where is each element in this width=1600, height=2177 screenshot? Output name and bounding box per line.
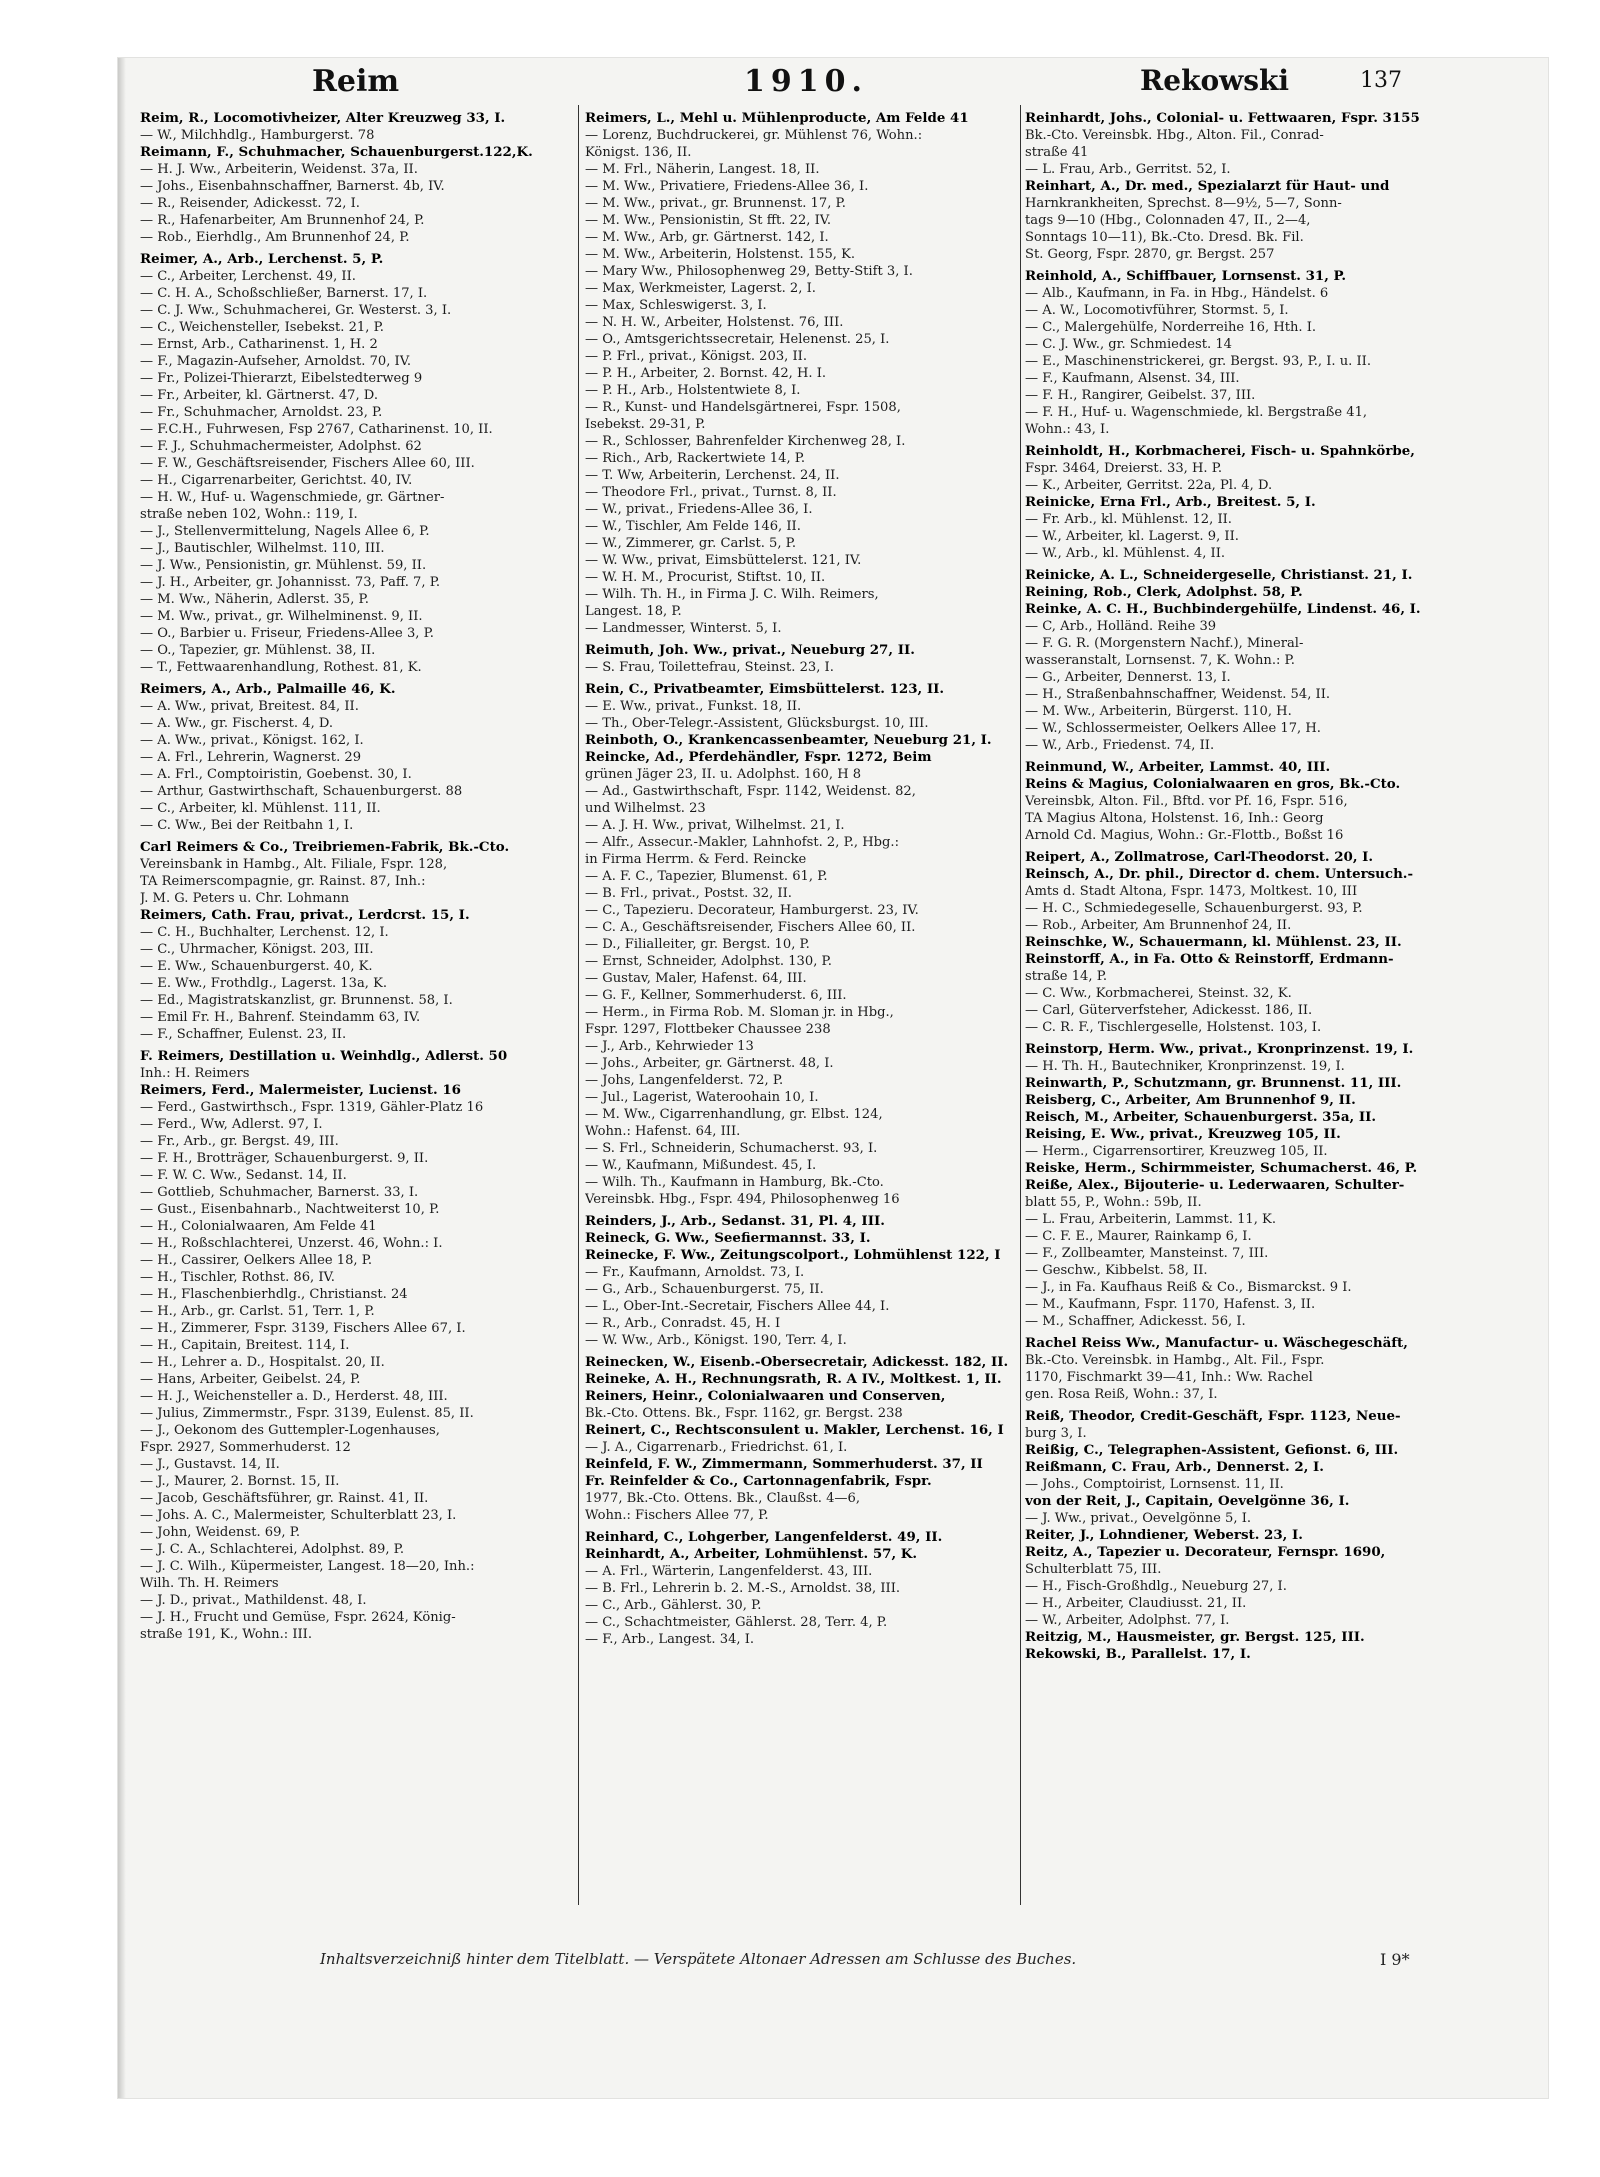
directory-entry: tags 9—10 (Hbg., Colonnaden 47, II., 2—4,	[1025, 213, 1311, 228]
directory-entry: — C., Uhrmacher, Königst. 203, III.	[140, 942, 374, 957]
directory-entry: — Ernst, Schneider, Adolphst. 130, P.	[585, 954, 832, 969]
directory-entry: — R., Kunst- und Handelsgärtnerei, Fspr. 1508,	[585, 400, 901, 415]
directory-entry: — R., Schlosser, Bahrenfelder Kirchenweg 28, I.	[585, 434, 906, 449]
directory-entry: — C., Arb., Gählerst. 30, P.	[585, 1598, 762, 1613]
directory-entry-heading: Reißmann, C. Frau, Arb., Dennerst. 2, I.	[1025, 1459, 1324, 1475]
directory-entry: — Fr., Polizei-Thierarzt, Eibelstedterweg 9	[140, 371, 423, 386]
directory-entry: Fspr. 1297, Flottbeker Chaussee 238	[585, 1022, 831, 1037]
directory-entry: — J., Maurer, 2. Bornst. 15, II.	[140, 1474, 340, 1489]
directory-entry: — Rich., Arb, Rackertwiete 14, P.	[585, 451, 806, 466]
directory-entry: — T., Fettwaarenhandlung, Rothest. 81, K.	[140, 660, 422, 675]
directory-entry: — D., Filialleiter, gr. Bergst. 10, P.	[585, 937, 810, 952]
directory-entry: — O., Amtsgerichtssecretair, Helenenst. 25, I.	[585, 332, 890, 347]
directory-entry: — R., Reisender, Adickesst. 72, I.	[140, 196, 360, 211]
directory-entry: — C., Arbeiter, Lerchenst. 49, II.	[140, 269, 356, 284]
directory-entry: — B. Frl., Lehrerin b. 2. M.-S., Arnoldst. 38, III.	[585, 1581, 901, 1596]
directory-entry: straße 41	[1025, 145, 1089, 160]
directory-entry-heading: Reimann, F., Schuhmacher, Schauenburgerst.122,K.	[140, 144, 533, 160]
directory-entry: — Johs. A. C., Malermeister, Schulterblatt 23, I.	[140, 1508, 457, 1523]
directory-entry: — H., Zimmerer, Fspr. 3139, Fischers Allee 67, I.	[140, 1321, 466, 1336]
directory-entry: — Johs, Langenfelderst. 72, P.	[585, 1073, 784, 1088]
directory-entry: — M. Frl., Näherin, Langest. 18, II.	[585, 162, 820, 177]
directory-entry: — W., Zimmerer, gr. Carlst. 5, P.	[585, 536, 797, 551]
directory-entry: — W., Tischler, Am Felde 146, II.	[585, 519, 801, 534]
directory-entry: blatt 55, P., Wohn.: 59b, II.	[1025, 1195, 1202, 1210]
directory-entry-heading: Reinecke, F. Ww., Zeitungscolport., Lohmühlenst 122, I	[585, 1247, 1001, 1263]
directory-entry: — W. H. M., Procurist, Stiftst. 10, II.	[585, 570, 826, 585]
directory-entry: — Max, Werkmeister, Lagerst. 2, I.	[585, 281, 816, 296]
directory-entry: — Fr., Arbeiter, kl. Gärtnerst. 47, D.	[140, 388, 378, 403]
directory-entry-heading: Reim, R., Locomotivheizer, Alter Kreuzweg 33, I.	[140, 110, 506, 126]
directory-entry: — M. Ww., Privatiere, Friedens-Allee 36, I.	[585, 179, 869, 194]
page-number: 137	[1360, 68, 1402, 93]
directory-entry: — Th., Ober-Telegr.-Assistent, Glücksburgst. 10, III.	[585, 716, 929, 731]
directory-entry-heading: Reiske, Herm., Schirmmeister, Schumacherst. 46, P.	[1025, 1160, 1418, 1176]
directory-entry: — W., Schlossermeister, Oelkers Allee 17, H.	[1025, 721, 1321, 736]
directory-entry-heading: Reinhard, C., Lohgerber, Langenfelderst. 49, II.	[585, 1529, 943, 1545]
directory-entry: — Theodore Frl., privat., Turnst. 8, II.	[585, 485, 837, 500]
directory-entry: — Johs., Comptoirist, Lornsenst. 11, II.	[1025, 1477, 1284, 1492]
directory-entry: — K., Arbeiter, Gerritst. 22a, Pl. 4, D.	[1025, 478, 1273, 493]
directory-entry: — Rob., Arbeiter, Am Brunnenhof 24, II.	[1025, 918, 1292, 933]
directory-entry: — Jacob, Geschäftsführer, gr. Rainst. 41, II.	[140, 1491, 429, 1506]
directory-entry: in Firma Herrm. & Ferd. Reincke	[585, 852, 807, 867]
directory-entry: — H., Arb., gr. Carlst. 51, Terr. 1, P.	[140, 1304, 375, 1319]
directory-entry: — C, Arb., Holländ. Reihe 39	[1025, 619, 1217, 634]
directory-entry: — J. A., Cigarrenarb., Friedrichst. 61, I.	[585, 1440, 848, 1455]
directory-entry: — Alfr., Assecur.-Makler, Lahnhofst. 2, P., Hbg.:	[585, 835, 899, 850]
header-right-keyword: Rekowski	[1140, 64, 1290, 97]
directory-entry: — H., Straßenbahnschaffner, Weidenst. 54, II.	[1025, 687, 1331, 702]
directory-entry: — Fr., Schuhmacher, Arnoldst. 23, P.	[140, 405, 383, 420]
directory-entry: — P. H., Arbeiter, 2. Bornst. 42, H. I.	[585, 366, 827, 381]
directory-entry-heading: Reincke, Ad., Pferdehändler, Fspr. 1272, Beim	[585, 749, 932, 765]
directory-entry: Fspr. 3464, Dreierst. 33, H. P.	[1025, 461, 1223, 476]
directory-entry: — J., Arb., Kehrwieder 13	[585, 1039, 754, 1054]
directory-entry: — Rob., Eierhdlg., Am Brunnenhof 24, P.	[140, 230, 410, 245]
directory-entry: TA Magius Altona, Holstenst. 16, Inh.: Georg	[1025, 811, 1324, 826]
directory-entry: — W. Ww., Arb., Königst. 190, Terr. 4, I.	[585, 1333, 847, 1348]
directory-entry-heading: Reinhardt, Johs., Colonial- u. Fettwaaren, Fspr. 3155	[1025, 110, 1420, 126]
page-spine-shadow	[118, 58, 126, 2098]
directory-entry: — Jul., Lagerist, Wateroohain 10, I.	[585, 1090, 819, 1105]
directory-entry: — T. Ww, Arbeiterin, Lerchenst. 24, II.	[585, 468, 840, 483]
directory-entry: — J. H., Arbeiter, gr. Johannisst. 73, Paff. 7, P.	[140, 575, 441, 590]
directory-entry: — W., Milchhdlg., Hamburgerst. 78	[140, 128, 375, 143]
directory-entry-heading: Reinsch, A., Dr. phil., Director d. chem. Untersuch.-	[1025, 866, 1414, 882]
directory-entry: Wohn.: Fischers Allee 77, P.	[585, 1508, 769, 1523]
directory-entry: Inh.: H. Reimers	[140, 1066, 250, 1081]
directory-entry-heading: Reinmund, W., Arbeiter, Lammst. 40, III.	[1025, 759, 1331, 775]
directory-entry: — G., Arbeiter, Dennerst. 13, I.	[1025, 670, 1231, 685]
directory-entry: Wohn.: Hafenst. 64, III.	[585, 1124, 741, 1139]
directory-entry: Schulterblatt 75, III.	[1025, 1562, 1162, 1577]
directory-entry: — C. R. F., Tischlergeselle, Holstenst. 103, I.	[1025, 1020, 1322, 1035]
directory-entry: — E. Ww., Schauenburgerst. 40, K.	[140, 959, 373, 974]
directory-entry: — W., Arb., kl. Mühlenst. 4, II.	[1025, 546, 1226, 561]
directory-entry: — A. Frl., Lehrerin, Wagnerst. 29	[140, 750, 362, 765]
directory-entry: — A. Ww., gr. Fischerst. 4, D.	[140, 716, 334, 731]
directory-entry: — W. Ww., privat, Eimsbüttelerst. 121, IV.	[585, 553, 862, 568]
directory-entry: — Ad., Gastwirthschaft, Fspr. 1142, Weidenst. 82,	[585, 784, 916, 799]
directory-entry: — O., Barbier u. Friseur, Friedens-Allee 3, P.	[140, 626, 434, 641]
directory-entry-heading: Reiners, Heinr., Colonialwaaren und Conserven,	[585, 1388, 946, 1404]
directory-entry: — H., Capitain, Breitest. 114, I.	[140, 1338, 350, 1353]
directory-entry: — P. Frl., privat., Königst. 203, II.	[585, 349, 807, 364]
directory-entry: — H. W., Huf- u. Wagenschmiede, gr. Gärtner-	[140, 490, 445, 505]
directory-entry: — Landmesser, Winterst. 5, I.	[585, 621, 782, 636]
directory-entry-heading: Reitzig, M., Hausmeister, gr. Bergst. 125, III.	[1025, 1629, 1365, 1645]
directory-entry: — Fr. Arb., kl. Mühlenst. 12, II.	[1025, 512, 1232, 527]
directory-entry: — B. Frl., privat., Postst. 32, II.	[585, 886, 792, 901]
directory-entry-heading: Reinhold, A., Schiffbauer, Lornsenst. 31, P.	[1025, 268, 1347, 284]
directory-entry: — F., Schaffner, Eulenst. 23, II.	[140, 1027, 347, 1042]
directory-entry: — J. D., privat., Mathildenst. 48, I.	[140, 1593, 367, 1608]
directory-entry: — J. Ww., privat., Oevelgönne 5, I.	[1025, 1511, 1252, 1526]
directory-entry: — Mary Ww., Philosophenweg 29, Betty-Stift 3, I.	[585, 264, 913, 279]
directory-entry: — N. H. W., Arbeiter, Holstenst. 76, III.	[585, 315, 844, 330]
directory-entry: — S. Frau, Toilettefrau, Steinst. 23, I.	[585, 660, 834, 675]
directory-entry-heading: Reiße, Alex., Bijouterie- u. Lederwaaren, Schulter-	[1025, 1177, 1405, 1193]
directory-entry: — F.C.H., Fuhrwesen, Fsp 2767, Catharinenst. 10, II.	[140, 422, 493, 437]
directory-entry: — J. C. A., Schlachterei, Adolphst. 89, P.	[140, 1542, 404, 1557]
directory-entry: — C. F. E., Maurer, Rainkamp 6, I.	[1025, 1229, 1252, 1244]
directory-entry: — Wilh. Th., Kaufmann in Hamburg, Bk.-Cto.	[585, 1175, 884, 1190]
directory-entry: Wilh. Th. H. Reimers	[140, 1576, 279, 1591]
directory-entry: — Hans, Arbeiter, Geibelst. 24, P.	[140, 1372, 361, 1387]
directory-entry: straße 14, P.	[1025, 969, 1108, 984]
directory-entry-heading: Reisberg, C., Arbeiter, Am Brunnenhof 9, II.	[1025, 1092, 1356, 1108]
directory-entry: — C. Ww., Bei der Reitbahn 1, I.	[140, 818, 354, 833]
directory-entry: straße neben 102, Wohn.: 119, I.	[140, 507, 358, 522]
directory-entry: — H. Th. H., Bautechniker, Kronprinzenst. 19, I.	[1025, 1059, 1345, 1074]
directory-entry: wasseranstalt, Lornsenst. 7, K. Wohn.: P.	[1025, 653, 1295, 668]
directory-entry: — J., in Fa. Kaufhaus Reiß & Co., Bismarckst. 9 I.	[1025, 1280, 1352, 1295]
directory-entry: — M. Ww., Arb, gr. Gärtnerst. 142, I.	[585, 230, 829, 245]
directory-entry: — H., Cassirer, Oelkers Allee 18, P.	[140, 1253, 373, 1268]
directory-entry: — R., Hafenarbeiter, Am Brunnenhof 24, P.	[140, 213, 425, 228]
directory-entry: — Geschw., Kibbelst. 58, II.	[1025, 1263, 1208, 1278]
directory-entry: burg 3, I.	[1025, 1426, 1087, 1441]
directory-entry-heading: Reinert, C., Rechtsconsulent u. Makler, Lerchenst. 16, I	[585, 1422, 1004, 1438]
directory-entry: — H., Lehrer a. D., Hospitalst. 20, II.	[140, 1355, 385, 1370]
directory-entry: straße 191, K., Wohn.: III.	[140, 1627, 313, 1642]
directory-entry: — Ferd., Ww, Adlerst. 97, I.	[140, 1117, 323, 1132]
header-year: 1910.	[744, 64, 868, 99]
directory-entry: — W., Kaufmann, Mißundest. 45, I.	[585, 1158, 817, 1173]
sheet-signature: I 9*	[1380, 1950, 1410, 1969]
directory-entry: — H. C., Schmiedegeselle, Schauenburgerst. 93, P.	[1025, 901, 1363, 916]
directory-entry: — H., Colonialwaaren, Am Felde 41	[140, 1219, 377, 1234]
directory-entry: — M. Ww., Cigarrenhandlung, gr. Elbst. 124,	[585, 1107, 883, 1122]
directory-entry: — A. Frl., Comptoiristin, Goebenst. 30, I.	[140, 767, 412, 782]
directory-entry-heading: Reinstorff, A., in Fa. Otto & Reinstorff, Erdmann-	[1025, 951, 1394, 967]
directory-entry-heading: Reinhardt, A., Arbeiter, Lohmühlenst. 57, K.	[585, 1546, 918, 1562]
directory-entry: — C., Weichensteller, Isebekst. 21, P.	[140, 320, 384, 335]
directory-entry: — Alb., Kaufmann, in Fa. in Hbg., Händelst. 6	[1025, 286, 1329, 301]
directory-entry: J. M. G. Peters u. Chr. Lohmann	[140, 891, 350, 906]
directory-entry-heading: Reimers, Cath. Frau, privat., Lerdcrst. 15, I.	[140, 907, 470, 923]
directory-entry: — W., Arb., Friedenst. 74, II.	[1025, 738, 1215, 753]
directory-entry: — Gustav, Maler, Hafenst. 64, III.	[585, 971, 807, 986]
directory-entry: — C., Tapezieru. Decorateur, Hamburgerst. 23, IV.	[585, 903, 919, 918]
directory-entry: — Julius, Zimmermstr., Fspr. 3139, Eulenst. 85, II.	[140, 1406, 474, 1421]
directory-entry: — F. H., Huf- u. Wagenschmiede, kl. Bergstraße 41,	[1025, 405, 1368, 420]
directory-entry: — C., Arbeiter, kl. Mühlenst. 111, II.	[140, 801, 381, 816]
directory-entry: — G. F., Kellner, Sommerhuderst. 6, III.	[585, 988, 847, 1003]
directory-entry: — G., Arb., Schauenburgerst. 75, II.	[585, 1282, 824, 1297]
directory-entry-heading: Reinke, A. C. H., Buchbindergehülfe, Lindenst. 46, I.	[1025, 601, 1421, 617]
directory-entry: — A. F. C., Tapezier, Blumenst. 61, P.	[585, 869, 828, 884]
directory-entry: — Gust., Eisenbahnarb., Nachtweiterst 10, P.	[140, 1202, 440, 1217]
directory-entry-heading: Reinders, J., Arb., Sedanst. 31, Pl. 4, III.	[585, 1213, 885, 1229]
directory-entry: — H., Arbeiter, Claudiusst. 21, II.	[1025, 1596, 1247, 1611]
directory-entry: — L. Frau, Arbeiterin, Lammst. 11, K.	[1025, 1212, 1276, 1227]
directory-column-2	[585, 110, 1017, 1930]
directory-entry: — J., Oekonom des Guttempler-Logenhauses,	[140, 1423, 440, 1438]
directory-entry: — Arthur, Gastwirthschaft, Schauenburgerst. 88	[140, 784, 463, 799]
directory-entry: Vereinsbank in Hambg., Alt. Filiale, Fspr. 128,	[140, 857, 448, 872]
directory-entry: — Ernst, Arb., Catharinenst. 1, H. 2	[140, 337, 378, 352]
directory-entry: Bk.-Cto. Ottens. Bk., Fspr. 1162, gr. Bergst. 238	[585, 1406, 903, 1421]
directory-entry: — M. Ww., Näherin, Adlerst. 35, P.	[140, 592, 369, 607]
directory-entry: — Ed., Magistratskanzlist, gr. Brunnenst. 58, I.	[140, 993, 453, 1008]
directory-entry: — F., Kaufmann, Alsenst. 34, III.	[1025, 371, 1240, 386]
directory-entry: — Ferd., Gastwirthsch., Fspr. 1319, Gähler-Platz 16	[140, 1100, 484, 1115]
directory-entry-heading: Reimer, A., Arb., Lerchenst. 5, P.	[140, 251, 384, 267]
directory-entry: — John, Weidenst. 69, P.	[140, 1525, 301, 1540]
directory-entry-heading: Reinwarth, P., Schutzmann, gr. Brunnenst. 11, III.	[1025, 1075, 1402, 1091]
directory-entry: — R., Arb., Conradst. 45, H. I	[585, 1316, 781, 1331]
directory-entry: — Fr., Kaufmann, Arnoldst. 73, I.	[585, 1265, 805, 1280]
directory-entry: — A. Frl., Wärterin, Langenfelderst. 43, III.	[585, 1564, 873, 1579]
directory-entry-heading: Reimers, L., Mehl u. Mühlenproducte, Am Felde 41	[585, 110, 969, 126]
directory-entry: — F., Arb., Langest. 34, I.	[585, 1632, 755, 1647]
directory-entry: — Lorenz, Buchdruckerei, gr. Mühlenst 76, Wohn.:	[585, 128, 923, 143]
directory-entry: — M., Schaffner, Adickesst. 56, I.	[1025, 1314, 1246, 1329]
directory-entry: — E. Ww., privat., Funkst. 18, II.	[585, 699, 802, 714]
directory-entry: — J., Gustavst. 14, II.	[140, 1457, 280, 1472]
directory-entry: — F., Zollbeamter, Mansteinst. 7, III.	[1025, 1246, 1269, 1261]
directory-entry: — M. Ww., Arbeiterin, Holstenst. 155, K.	[585, 247, 856, 262]
column-divider	[578, 105, 579, 1905]
directory-entry: — Herm., Cigarrensortirer, Kreuzweg 105, II.	[1025, 1144, 1328, 1159]
directory-entry-heading: Reinboth, O., Krankencassenbeamter, Neueburg 21, I.	[585, 732, 992, 748]
directory-entry-heading: Reitz, A., Tapezier u. Decorateur, Fernspr. 1690,	[1025, 1544, 1386, 1560]
directory-entry: Langest. 18, P.	[585, 604, 682, 619]
directory-entry: — Herm., in Firma Rob. M. Sloman jr. in Hbg.,	[585, 1005, 894, 1020]
directory-entry-heading: Rekowski, B., Parallelst. 17, I.	[1025, 1646, 1251, 1662]
directory-entry: — E. Ww., Frothdlg., Lagerst. 13a, K.	[140, 976, 388, 991]
directory-entry: — J. Ww., Pensionistin, gr. Mühlenst. 59, II.	[140, 558, 427, 573]
directory-entry-heading: von der Reit, J., Capitain, Oevelgönne 36, I.	[1025, 1493, 1350, 1509]
directory-entry: — H. J., Weichensteller a. D., Herderst. 48, III.	[140, 1389, 448, 1404]
directory-entry: — A. Ww., privat., Königst. 162, I.	[140, 733, 364, 748]
directory-entry: Sonntags 10—11), Bk.-Cto. Dresd. Bk. Fil.	[1025, 230, 1304, 245]
directory-entry-heading: Reißig, C., Telegraphen-Assistent, Gefionst. 6, III.	[1025, 1442, 1399, 1458]
directory-entry-heading: Reinecken, W., Eisenb.-Obersecretair, Adickesst. 182, II.	[585, 1354, 1009, 1370]
directory-entry: — M. Ww., Pensionistin, St fft. 22, IV.	[585, 213, 832, 228]
directory-entry-heading: Reinicke, A. L., Schneidergeselle, Christianst. 21, I.	[1025, 567, 1413, 583]
directory-entry: — F., Magazin-Aufseher, Arnoldst. 70, IV.	[140, 354, 412, 369]
directory-entry: — A. W., Locomotivführer, Stormst. 5, I.	[1025, 303, 1289, 318]
directory-entry-heading: Reinstorp, Herm. Ww., privat., Kronprinzenst. 19, I.	[1025, 1041, 1414, 1057]
directory-entry: — C. A., Geschäftsreisender, Fischers Allee 60, II.	[585, 920, 916, 935]
directory-entry-heading: Fr. Reinfelder & Co., Cartonnagenfabrik, Fspr.	[585, 1473, 932, 1489]
directory-entry: 1977, Bk.-Cto. Ottens. Bk., Claußst. 4—6,	[585, 1491, 860, 1506]
column-divider	[1020, 105, 1021, 1905]
directory-entry-heading: Reimers, Ferd., Malermeister, Lucienst. 16	[140, 1082, 461, 1098]
directory-entry: — Emil Fr. H., Bahrenf. Steindamm 63, IV.	[140, 1010, 421, 1025]
directory-entry: — F. W., Geschäftsreisender, Fischers Allee 60, III.	[140, 456, 475, 471]
directory-entry: — M. Ww., Arbeiterin, Bürgerst. 110, H.	[1025, 704, 1292, 719]
directory-entry: — Wilh. Th. H., in Firma J. C. Wilh. Reimers,	[585, 587, 879, 602]
directory-entry: — W., Arbeiter, Adolphst. 77, I.	[1025, 1613, 1230, 1628]
directory-entry: — L. Frau, Arb., Gerritst. 52, I.	[1025, 162, 1231, 177]
directory-entry: TA Reimerscompagnie, gr. Rainst. 87, Inh.:	[140, 874, 426, 889]
directory-entry: — Max, Schleswigerst. 3, I.	[585, 298, 767, 313]
directory-entry: — L., Ober-Int.-Secretair, Fischers Allee 44, I.	[585, 1299, 890, 1314]
directory-entry: — F. H., Rangirer, Geibelst. 37, III.	[1025, 388, 1256, 403]
directory-entry: — H. J. Ww., Arbeiterin, Weidenst. 37a, II.	[140, 162, 418, 177]
directory-entry: — Fr., Arb., gr. Bergst. 49, III.	[140, 1134, 339, 1149]
directory-entry: Vereinsbk. Hbg., Fspr. 494, Philosophenweg 16	[585, 1192, 900, 1207]
directory-entry: — F. J., Schuhmachermeister, Adolphst. 62	[140, 439, 422, 454]
directory-entry: Bk.-Cto. Vereinsbk. in Hambg., Alt. Fil., Fspr.	[1025, 1353, 1325, 1368]
directory-entry: grünen Jäger 23, II. u. Adolphst. 160, H 8	[585, 767, 862, 782]
directory-entry: — C. J. Ww., Schuhmacherei, Gr. Westerst. 3, I.	[140, 303, 452, 318]
directory-entry-heading: Reimuth, Joh. Ww., privat., Neueburg 27, II.	[585, 642, 915, 658]
directory-entry: Königst. 136, II.	[585, 145, 692, 160]
directory-entry-heading: Reinfeld, F. W., Zimmermann, Sommerhuderst. 37, II	[585, 1456, 983, 1472]
directory-entry: — P. H., Arb., Holstentwiete 8, I.	[585, 383, 801, 398]
directory-entry: — Carl, Güterverfsteher, Adickesst. 186, II.	[1025, 1003, 1313, 1018]
directory-entry: gen. Rosa Reiß, Wohn.: 37, I.	[1025, 1387, 1218, 1402]
directory-entry-heading: Carl Reimers & Co., Treibriemen-Fabrik, Bk.-Cto.	[140, 839, 510, 855]
directory-entry: — Johs., Arbeiter, gr. Gärtnerst. 48, I.	[585, 1056, 834, 1071]
directory-entry: — W., Arbeiter, kl. Lagerst. 9, II.	[1025, 529, 1239, 544]
directory-entry-heading: Reisch, M., Arbeiter, Schauenburgerst. 35a, II.	[1025, 1109, 1377, 1125]
directory-entry: — J., Stellenvermittelung, Nagels Allee 6, P.	[140, 524, 430, 539]
directory-entry-heading: Reiß, Theodor, Credit-Geschäft, Fspr. 1123, Neue-	[1025, 1408, 1401, 1424]
directory-entry: — E., Maschinenstrickerei, gr. Bergst. 93, P., I. u. II.	[1025, 354, 1371, 369]
directory-entry: — O., Tapezier, gr. Mühlenst. 38, II.	[140, 643, 376, 658]
directory-entry: Bk.-Cto. Vereinsbk. Hbg., Alton. Fil., Conrad-	[1025, 128, 1324, 143]
directory-column-3	[1025, 110, 1460, 1930]
directory-entry-heading: Reinhart, A., Dr. med., Spezialarzt für Haut- und	[1025, 178, 1390, 194]
directory-entry: — A. J. H. Ww., privat, Wilhelmst. 21, I.	[585, 818, 845, 833]
directory-entry: — C. J. Ww., gr. Schmiedest. 14	[1025, 337, 1232, 352]
directory-entry: Harnkrankheiten, Sprechst. 8—9½, 5—7, Sonn-	[1025, 196, 1342, 211]
directory-entry: Amts d. Stadt Altona, Fspr. 1473, Moltkest. 10, III	[1025, 884, 1358, 899]
directory-entry: — H., Fisch-Großhdlg., Neueburg 27, I.	[1025, 1579, 1287, 1594]
directory-entry-heading: Reineke, A. H., Rechnungsrath, R. A IV., Moltkest. 1, II.	[585, 1371, 1002, 1387]
directory-entry: — Gottlieb, Schuhmacher, Barnerst. 33, I.	[140, 1185, 419, 1200]
directory-entry: — M., Kaufmann, Fspr. 1170, Hafenst. 3, II.	[1025, 1297, 1316, 1312]
directory-entry: 1170, Fischmarkt 39—41, Inh.: Ww. Rachel	[1025, 1370, 1313, 1385]
directory-entry: — W., privat., Friedens-Allee 36, I.	[585, 502, 813, 517]
directory-entry-heading: Reining, Rob., Clerk, Adolphst. 58, P.	[1025, 584, 1303, 600]
directory-entry-heading: F. Reimers, Destillation u. Weinhdlg., Adlerst. 50	[140, 1048, 508, 1064]
directory-column-1	[140, 110, 575, 1930]
directory-entry: — C. H. A., Schoßschließer, Barnerst. 17, I.	[140, 286, 428, 301]
directory-entry: — C., Malergehülfe, Norderreihe 16, Hth. I.	[1025, 320, 1317, 335]
directory-entry-heading: Reising, E. Ww., privat., Kreuzweg 105, II.	[1025, 1126, 1341, 1142]
directory-entry-heading: Reimers, A., Arb., Palmaille 46, K.	[140, 681, 396, 697]
directory-entry: — M. Ww., privat., gr. Brunnenst. 17, P.	[585, 196, 846, 211]
directory-entry: Isebekst. 29-31, P.	[585, 417, 706, 432]
directory-entry-heading: Reinholdt, H., Korbmacherei, Fisch- u. Spahnkörbe,	[1025, 443, 1415, 459]
directory-entry: — C. H., Buchhalter, Lerchenst. 12, I.	[140, 925, 389, 940]
directory-entry-heading: Reinicke, Erna Frl., Arb., Breitest. 5, I.	[1025, 494, 1316, 510]
header-left-keyword: Reim	[312, 64, 400, 99]
directory-entry: — J. H., Frucht und Gemüse, Fspr. 2624, König-	[140, 1610, 456, 1625]
directory-entry: — C. Ww., Korbmacherei, Steinst. 32, K.	[1025, 986, 1292, 1001]
directory-entry: Vereinsbk, Alton. Fil., Bftd. vor Pf. 16, Fspr. 516,	[1025, 794, 1348, 809]
directory-entry-heading: Reinschke, W., Schauermann, kl. Mühlenst. 23, II.	[1025, 934, 1402, 950]
directory-entry: — C., Schachtmeister, Gählerst. 28, Terr. 4, P.	[585, 1615, 888, 1630]
directory-entry: — M. Ww., privat., gr. Wilhelminenst. 9, II.	[140, 609, 423, 624]
directory-entry: — F. G. R. (Morgenstern Nachf.), Mineral-	[1025, 636, 1304, 651]
directory-entry: — H., Flaschenbierhdlg., Christianst. 24	[140, 1287, 408, 1302]
directory-entry: — H., Cigarrenarbeiter, Gerichtst. 40, IV.	[140, 473, 413, 488]
directory-entry-heading: Reipert, A., Zollmatrose, Carl-Theodorst. 20, I.	[1025, 849, 1374, 865]
directory-entry: und Wilhelmst. 23	[585, 801, 706, 816]
directory-entry: — Johs., Eisenbahnschaffner, Barnerst. 4b, IV.	[140, 179, 445, 194]
directory-entry: St. Georg, Fspr. 2870, gr. Bergst. 257	[1025, 247, 1275, 262]
directory-entry: Arnold Cd. Magius, Wohn.: Gr.-Flottb., Boßst 16	[1025, 828, 1344, 843]
directory-entry: — J., Bautischler, Wilhelmst. 110, III.	[140, 541, 385, 556]
footer-note: Inhaltsverzeichniß hinter dem Titelblatt. — Verspätete Altonaer Adressen am Schlusse des Buches.	[320, 1950, 1077, 1968]
directory-entry: Fspr. 2927, Sommerhuderst. 12	[140, 1440, 351, 1455]
directory-entry-heading: Rein, C., Privatbeamter, Eimsbüttelerst. 123, II.	[585, 681, 945, 697]
directory-entry-heading: Reiter, J., Lohndiener, Weberst. 23, I.	[1025, 1527, 1303, 1543]
directory-entry: — F. W. C. Ww., Sedanst. 14, II.	[140, 1168, 347, 1183]
directory-entry-heading: Reins & Magius, Colonialwaaren en gros, Bk.-Cto.	[1025, 776, 1401, 792]
directory-entry: — H., Roßschlachterei, Unzerst. 46, Wohn.: I.	[140, 1236, 443, 1251]
directory-entry: — H., Tischler, Rothst. 86, IV.	[140, 1270, 335, 1285]
directory-entry: — J. C. Wilh., Küpermeister, Langest. 18—20, Inh.:	[140, 1559, 475, 1574]
directory-entry: — A. Ww., privat, Breitest. 84, II.	[140, 699, 359, 714]
directory-entry-heading: Reineck, G. Ww., Seefiermannst. 33, I.	[585, 1230, 871, 1246]
directory-entry: — F. H., Brotträger, Schauenburgerst. 9, II.	[140, 1151, 429, 1166]
directory-entry: — S. Frl., Schneiderin, Schumacherst. 93, I.	[585, 1141, 878, 1156]
directory-entry: Wohn.: 43, I.	[1025, 422, 1110, 437]
directory-entry-heading: Rachel Reiss Ww., Manufactur- u. Wäschegeschäft,	[1025, 1335, 1408, 1351]
